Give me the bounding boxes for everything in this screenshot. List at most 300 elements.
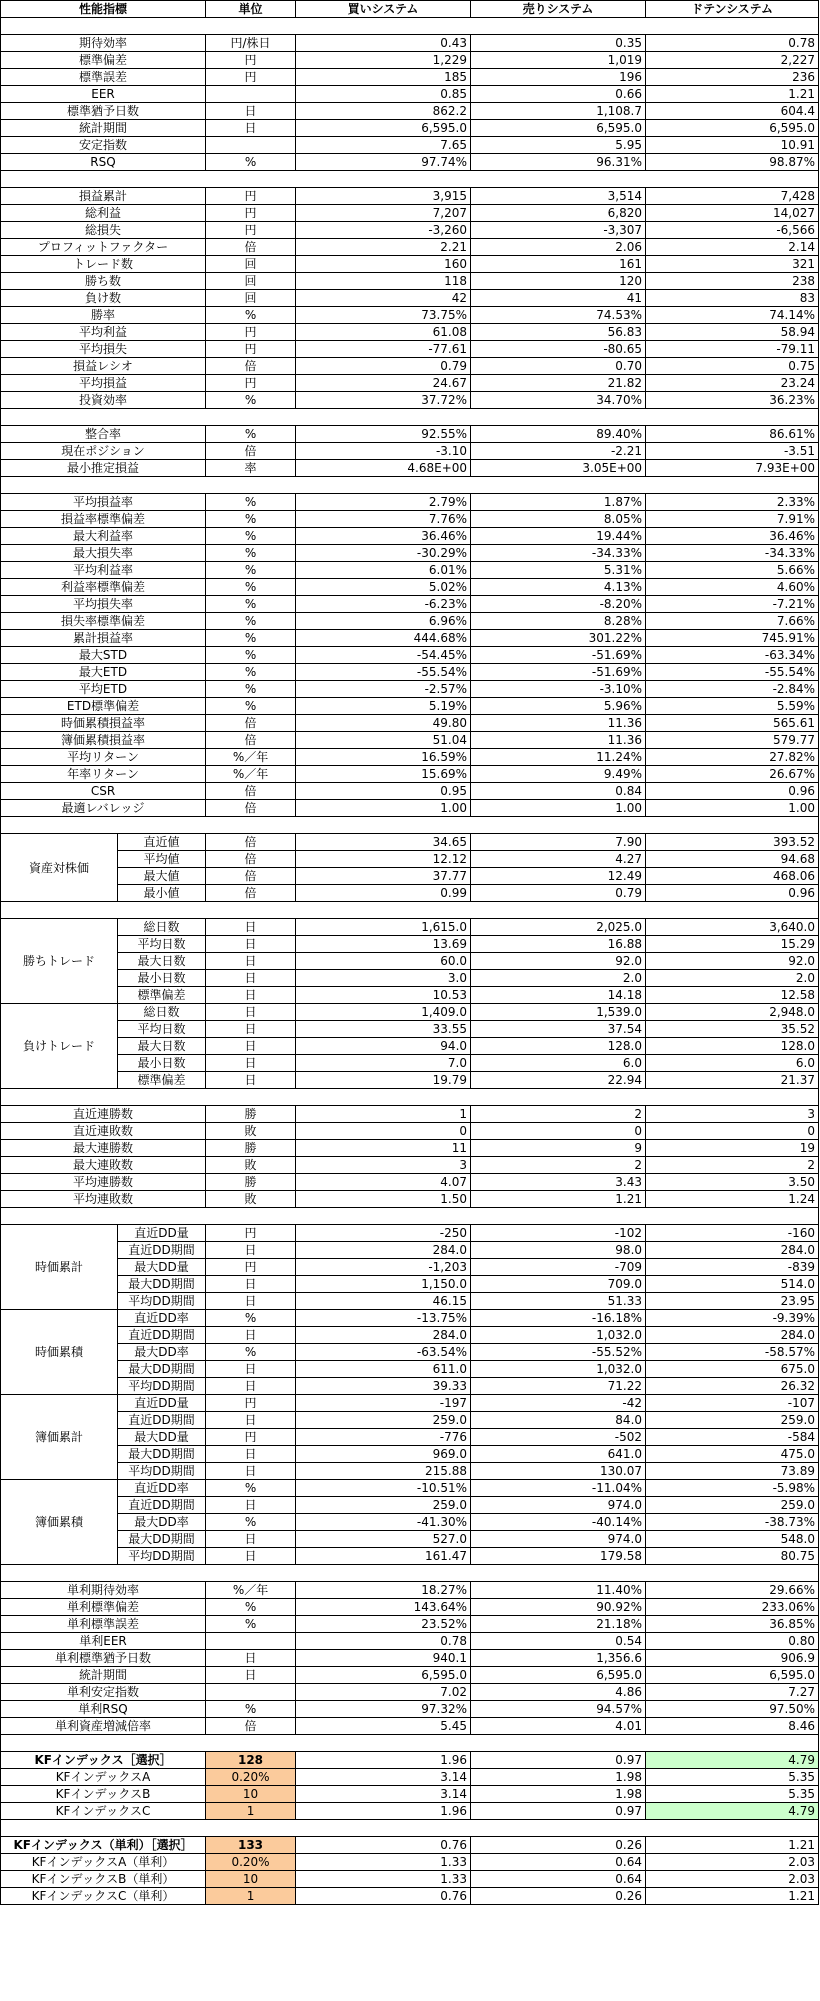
sell-value: 11.36 [471, 715, 646, 732]
sell-value: 4.27 [471, 851, 646, 868]
doten-value: 10.91 [646, 137, 819, 154]
metric-name: 平均リターン [1, 749, 206, 766]
doten-value: -2.84% [646, 681, 819, 698]
metric-unit: 日 [206, 1327, 296, 1344]
metric-name: 最大連勝数 [1, 1140, 206, 1157]
doten-value: 3,640.0 [646, 919, 819, 936]
metric-row [1, 307, 819, 324]
metric-row [1, 375, 819, 392]
metric-unit: % [206, 511, 296, 528]
header-buy: 買いシステム [296, 1, 471, 18]
sell-value: 0.97 [471, 1803, 646, 1820]
metric-unit: 日 [206, 1021, 296, 1038]
sell-value: 974.0 [471, 1531, 646, 1548]
metric-name: 年率リターン [1, 766, 206, 783]
group-label: 資産対株価 [1, 834, 118, 902]
doten-value: 1.24 [646, 1191, 819, 1208]
sell-value: 0.79 [471, 885, 646, 902]
metric-name: トレード数 [1, 256, 206, 273]
doten-value: 7.91% [646, 511, 819, 528]
metric-row [1, 1174, 819, 1191]
doten-value: 2,227 [646, 52, 819, 69]
buy-value: 611.0 [296, 1361, 471, 1378]
metric-name: 単利標準猶予日数 [1, 1650, 206, 1667]
separator-cell [1, 18, 819, 35]
metric-name: 平均損失 [1, 341, 206, 358]
metric-name: 平均DD期間 [118, 1378, 206, 1395]
metric-row [1, 1531, 819, 1548]
metric-unit: 回 [206, 290, 296, 307]
doten-value: -3.51 [646, 443, 819, 460]
header-metric: 性能指標 [1, 1, 206, 18]
metric-unit: 円 [206, 205, 296, 222]
metric-unit: % [206, 630, 296, 647]
kf-row [1, 1769, 819, 1786]
separator-row [1, 1208, 819, 1225]
doten-value: 548.0 [646, 1531, 819, 1548]
kf-row [1, 1854, 819, 1871]
sell-value: -8.20% [471, 596, 646, 613]
separator-cell [1, 1208, 819, 1225]
metric-name: 最大STD [1, 647, 206, 664]
metric-name: 最大DD期間 [118, 1276, 206, 1293]
metric-unit: 日 [206, 1055, 296, 1072]
metric-row [1, 52, 819, 69]
doten-value: 92.0 [646, 953, 819, 970]
sell-value: 5.31% [471, 562, 646, 579]
group-label: 時価累積 [1, 1310, 118, 1395]
kf-row [1, 1752, 819, 1769]
buy-value: 862.2 [296, 103, 471, 120]
metric-unit: 敗 [206, 1123, 296, 1140]
metric-name: 負け数 [1, 290, 206, 307]
metric-name: 単利期待効率 [1, 1582, 206, 1599]
buy-value: 13.69 [296, 936, 471, 953]
buy-value: 34.65 [296, 834, 471, 851]
buy-value: -55.54% [296, 664, 471, 681]
sell-value: 7.90 [471, 834, 646, 851]
metric-unit: 日 [206, 1276, 296, 1293]
separator-row [1, 1735, 819, 1752]
metric-row [1, 596, 819, 613]
sell-value: 0 [471, 1123, 646, 1140]
buy-value: 94.0 [296, 1038, 471, 1055]
metric-unit: 倍 [206, 732, 296, 749]
separator-row [1, 409, 819, 426]
metric-row [1, 1718, 819, 1735]
metric-name: 平均日数 [118, 1021, 206, 1038]
buy-value: 24.67 [296, 375, 471, 392]
doten-value: 128.0 [646, 1038, 819, 1055]
sell-value: -3.10% [471, 681, 646, 698]
metric-name: 最大値 [118, 868, 206, 885]
buy-value: 0.79 [296, 358, 471, 375]
sell-value: 1,356.6 [471, 1650, 646, 1667]
separator-cell [1, 1565, 819, 1582]
metric-name: 総日数 [118, 1004, 206, 1021]
metric-name: 期待効率 [1, 35, 206, 52]
sell-value: 5.95 [471, 137, 646, 154]
buy-value: 5.19% [296, 698, 471, 715]
sell-value: 1.00 [471, 800, 646, 817]
metric-name: 平均連勝数 [1, 1174, 206, 1191]
metric-row [1, 1667, 819, 1684]
metric-unit: 日 [206, 1361, 296, 1378]
metric-unit: 倍 [206, 783, 296, 800]
metric-name: 直近DD量 [118, 1225, 206, 1242]
sell-value: 1,032.0 [471, 1361, 646, 1378]
sell-value: 21.82 [471, 375, 646, 392]
metric-row [1, 273, 819, 290]
metric-unit: 円 [206, 222, 296, 239]
metric-name: EER [1, 86, 206, 103]
metric-unit: %／年 [206, 749, 296, 766]
metric-unit: 日 [206, 1004, 296, 1021]
sell-value: 974.0 [471, 1497, 646, 1514]
sell-value: 11.40% [471, 1582, 646, 1599]
doten-value: -107 [646, 1395, 819, 1412]
sell-value: 92.0 [471, 953, 646, 970]
sell-value: 1,032.0 [471, 1327, 646, 1344]
metric-name: 勝率 [1, 307, 206, 324]
sell-value: 21.18% [471, 1616, 646, 1633]
sell-value: 6,595.0 [471, 1667, 646, 1684]
doten-value: 14,027 [646, 205, 819, 222]
metric-unit: 133 [206, 1837, 296, 1854]
buy-value: 7,207 [296, 205, 471, 222]
group-label: 勝ちトレード [1, 919, 118, 1004]
sell-value: 37.54 [471, 1021, 646, 1038]
buy-value: 6,595.0 [296, 1667, 471, 1684]
metric-name: 最大DD期間 [118, 1531, 206, 1548]
doten-value: -63.34% [646, 647, 819, 664]
metric-name: 平均値 [118, 851, 206, 868]
metric-row [1, 1497, 819, 1514]
metric-name: 単利標準偏差 [1, 1599, 206, 1616]
buy-value: 6,595.0 [296, 120, 471, 137]
header-sell: 売りシステム [471, 1, 646, 18]
sell-value: 0.35 [471, 35, 646, 52]
buy-value: 49.80 [296, 715, 471, 732]
doten-value: -55.54% [646, 664, 819, 681]
metric-row [1, 1684, 819, 1701]
metric-unit [206, 86, 296, 103]
metric-name: 標準誤差 [1, 69, 206, 86]
metric-unit: 円 [206, 1225, 296, 1242]
metric-name: 統計期間 [1, 120, 206, 137]
doten-value: 2.14 [646, 239, 819, 256]
sell-value: 34.70% [471, 392, 646, 409]
metric-row [1, 188, 819, 205]
metric-name: 最大DD率 [118, 1514, 206, 1531]
separator-row [1, 477, 819, 494]
metric-row [1, 460, 819, 477]
buy-value: -30.29% [296, 545, 471, 562]
metric-unit: 日 [206, 970, 296, 987]
metric-row [1, 851, 819, 868]
buy-value: 3.0 [296, 970, 471, 987]
metric-unit: 1 [206, 1888, 296, 1905]
doten-value: 7.66% [646, 613, 819, 630]
metric-unit: 勝 [206, 1174, 296, 1191]
metric-row [1, 1140, 819, 1157]
separator-cell [1, 477, 819, 494]
buy-value: 527.0 [296, 1531, 471, 1548]
sell-value: 4.86 [471, 1684, 646, 1701]
metric-unit: 勝 [206, 1140, 296, 1157]
metric-name: KFインデックス［選択］ [1, 1752, 206, 1769]
buy-value: 15.69% [296, 766, 471, 783]
buy-value: 259.0 [296, 1412, 471, 1429]
metric-unit: 日 [206, 936, 296, 953]
metric-unit: 日 [206, 987, 296, 1004]
sell-value: 74.53% [471, 307, 646, 324]
header-doten: ドテンシステム [646, 1, 819, 18]
metric-row [1, 1344, 819, 1361]
metric-name: 直近DD期間 [118, 1497, 206, 1514]
metric-name: KFインデックス（単利）［選択］ [1, 1837, 206, 1854]
metric-row [1, 239, 819, 256]
sell-value: 2 [471, 1157, 646, 1174]
buy-value: -10.51% [296, 1480, 471, 1497]
buy-value: 73.75% [296, 307, 471, 324]
buy-value: 1,150.0 [296, 1276, 471, 1293]
metric-name: 総利益 [1, 205, 206, 222]
sell-value: 1.98 [471, 1786, 646, 1803]
metric-name: 直近DD率 [118, 1310, 206, 1327]
doten-value: 2.03 [646, 1871, 819, 1888]
metric-unit: % [206, 154, 296, 171]
metric-row [1, 154, 819, 171]
metric-unit: 日 [206, 120, 296, 137]
doten-value: 0.96 [646, 885, 819, 902]
metric-row [1, 732, 819, 749]
buy-value: 160 [296, 256, 471, 273]
metric-name: 簿価累積損益率 [1, 732, 206, 749]
metric-row [1, 120, 819, 137]
sell-value: 11.24% [471, 749, 646, 766]
metric-unit: 倍 [206, 443, 296, 460]
header-row [1, 1, 819, 18]
sell-value: 12.49 [471, 868, 646, 885]
buy-value: 1,229 [296, 52, 471, 69]
metric-name: 最大ETD [1, 664, 206, 681]
metric-unit: 10 [206, 1871, 296, 1888]
sell-value: 0.26 [471, 1888, 646, 1905]
buy-value: 0.85 [296, 86, 471, 103]
metric-row [1, 885, 819, 902]
metric-name: 最大DD期間 [118, 1361, 206, 1378]
sell-value: -102 [471, 1225, 646, 1242]
metric-name: 累計損益率 [1, 630, 206, 647]
metric-unit: % [206, 562, 296, 579]
doten-value: 475.0 [646, 1446, 819, 1463]
metric-name: 直近連敗数 [1, 1123, 206, 1140]
separator-row [1, 1565, 819, 1582]
metric-name: KFインデックスC（単利） [1, 1888, 206, 1905]
metric-name: 直近DD期間 [118, 1327, 206, 1344]
buy-value: 940.1 [296, 1650, 471, 1667]
sell-value: 94.57% [471, 1701, 646, 1718]
doten-value: 0.96 [646, 783, 819, 800]
metric-name: 最大日数 [118, 953, 206, 970]
metric-unit: % [206, 307, 296, 324]
metric-row [1, 800, 819, 817]
doten-value: 29.66% [646, 1582, 819, 1599]
metric-unit: 日 [206, 1463, 296, 1480]
buy-value: 92.55% [296, 426, 471, 443]
sell-value: 301.22% [471, 630, 646, 647]
kf-row [1, 1871, 819, 1888]
doten-value: 7,428 [646, 188, 819, 205]
buy-value: 97.74% [296, 154, 471, 171]
metric-unit: % [206, 392, 296, 409]
doten-value: 83 [646, 290, 819, 307]
metric-unit: % [206, 579, 296, 596]
metric-row [1, 1055, 819, 1072]
metric-unit: 日 [206, 103, 296, 120]
metric-unit: 日 [206, 1531, 296, 1548]
buy-value: -2.57% [296, 681, 471, 698]
metric-row [1, 103, 819, 120]
metric-name: 平均損益 [1, 375, 206, 392]
metric-row [1, 868, 819, 885]
sell-value: 0.66 [471, 86, 646, 103]
metric-unit: 倍 [206, 851, 296, 868]
doten-value: 7.27 [646, 1684, 819, 1701]
metric-row [1, 1378, 819, 1395]
doten-value: 8.46 [646, 1718, 819, 1735]
metric-name: 平均DD期間 [118, 1463, 206, 1480]
doten-value: 1.21 [646, 86, 819, 103]
buy-value: 42 [296, 290, 471, 307]
metric-unit: 円 [206, 52, 296, 69]
sell-value: -51.69% [471, 664, 646, 681]
metric-row [1, 970, 819, 987]
sell-value: 19.44% [471, 528, 646, 545]
buy-value: 0.76 [296, 1837, 471, 1854]
doten-value: 80.75 [646, 1548, 819, 1565]
metric-name: 利益率標準偏差 [1, 579, 206, 596]
metric-row [1, 1633, 819, 1650]
metric-unit: 円 [206, 1429, 296, 1446]
metric-row [1, 953, 819, 970]
buy-value: 7.0 [296, 1055, 471, 1072]
metric-unit: %／年 [206, 1582, 296, 1599]
buy-value: 7.02 [296, 1684, 471, 1701]
metric-unit: 回 [206, 273, 296, 290]
doten-value: 19 [646, 1140, 819, 1157]
sell-value: 84.0 [471, 1412, 646, 1429]
metric-name: 直近DD期間 [118, 1242, 206, 1259]
metric-unit: 倍 [206, 1718, 296, 1735]
metric-unit: 円 [206, 375, 296, 392]
metric-row [1, 1480, 819, 1497]
metric-row [1, 1225, 819, 1242]
buy-value: 18.27% [296, 1582, 471, 1599]
metric-row [1, 1395, 819, 1412]
buy-value: 23.52% [296, 1616, 471, 1633]
metric-row [1, 426, 819, 443]
doten-value: 565.61 [646, 715, 819, 732]
metric-row [1, 1582, 819, 1599]
metric-row [1, 1242, 819, 1259]
sell-value: 1,539.0 [471, 1004, 646, 1021]
metric-row [1, 1191, 819, 1208]
sell-value: -3,307 [471, 222, 646, 239]
group-label: 簿価累計 [1, 1395, 118, 1480]
kf-row [1, 1888, 819, 1905]
buy-value: 7.65 [296, 137, 471, 154]
metric-unit: % [206, 528, 296, 545]
sell-value: -42 [471, 1395, 646, 1412]
metric-name: 時価累積損益率 [1, 715, 206, 732]
doten-value: 321 [646, 256, 819, 273]
metric-row [1, 545, 819, 562]
doten-value: 15.29 [646, 936, 819, 953]
metric-unit: 10 [206, 1786, 296, 1803]
metric-unit: 敗 [206, 1191, 296, 1208]
sell-value: 2.0 [471, 970, 646, 987]
buy-value: 11 [296, 1140, 471, 1157]
buy-value: 185 [296, 69, 471, 86]
metric-unit: 128 [206, 1752, 296, 1769]
buy-value: 3.14 [296, 1786, 471, 1803]
metric-unit: 倍 [206, 239, 296, 256]
doten-value: -7.21% [646, 596, 819, 613]
metric-unit: 日 [206, 1038, 296, 1055]
doten-value: -79.11 [646, 341, 819, 358]
metric-unit: 円 [206, 1395, 296, 1412]
doten-value: 98.87% [646, 154, 819, 171]
doten-value: 1.21 [646, 1888, 819, 1905]
sell-value: -11.04% [471, 1480, 646, 1497]
metric-unit: % [206, 596, 296, 613]
doten-value: 5.35 [646, 1769, 819, 1786]
sell-value: 6,820 [471, 205, 646, 222]
doten-value: 36.23% [646, 392, 819, 409]
sell-value: 6,595.0 [471, 120, 646, 137]
kf-row [1, 1803, 819, 1820]
doten-value: 6,595.0 [646, 120, 819, 137]
buy-value: 19.79 [296, 1072, 471, 1089]
doten-value: 1.00 [646, 800, 819, 817]
sell-value: 89.40% [471, 426, 646, 443]
metric-name: 統計期間 [1, 1667, 206, 1684]
doten-value: -584 [646, 1429, 819, 1446]
doten-value: 2.33% [646, 494, 819, 511]
metric-unit: 円 [206, 188, 296, 205]
metric-unit: % [206, 698, 296, 715]
metric-unit [206, 137, 296, 154]
metric-name: 総日数 [118, 919, 206, 936]
buy-value: 1,409.0 [296, 1004, 471, 1021]
buy-value: 97.32% [296, 1701, 471, 1718]
sell-value: 641.0 [471, 1446, 646, 1463]
metric-unit: % [206, 1514, 296, 1531]
metric-name: 平均利益率 [1, 562, 206, 579]
metric-unit: % [206, 1599, 296, 1616]
sell-value: 96.31% [471, 154, 646, 171]
sell-value: 161 [471, 256, 646, 273]
metric-name: 直近DD期間 [118, 1412, 206, 1429]
metric-name: 単利安定指数 [1, 1684, 206, 1701]
buy-value: 37.72% [296, 392, 471, 409]
buy-value: 5.02% [296, 579, 471, 596]
metric-unit: % [206, 681, 296, 698]
doten-value: 604.4 [646, 103, 819, 120]
doten-value: 73.89 [646, 1463, 819, 1480]
